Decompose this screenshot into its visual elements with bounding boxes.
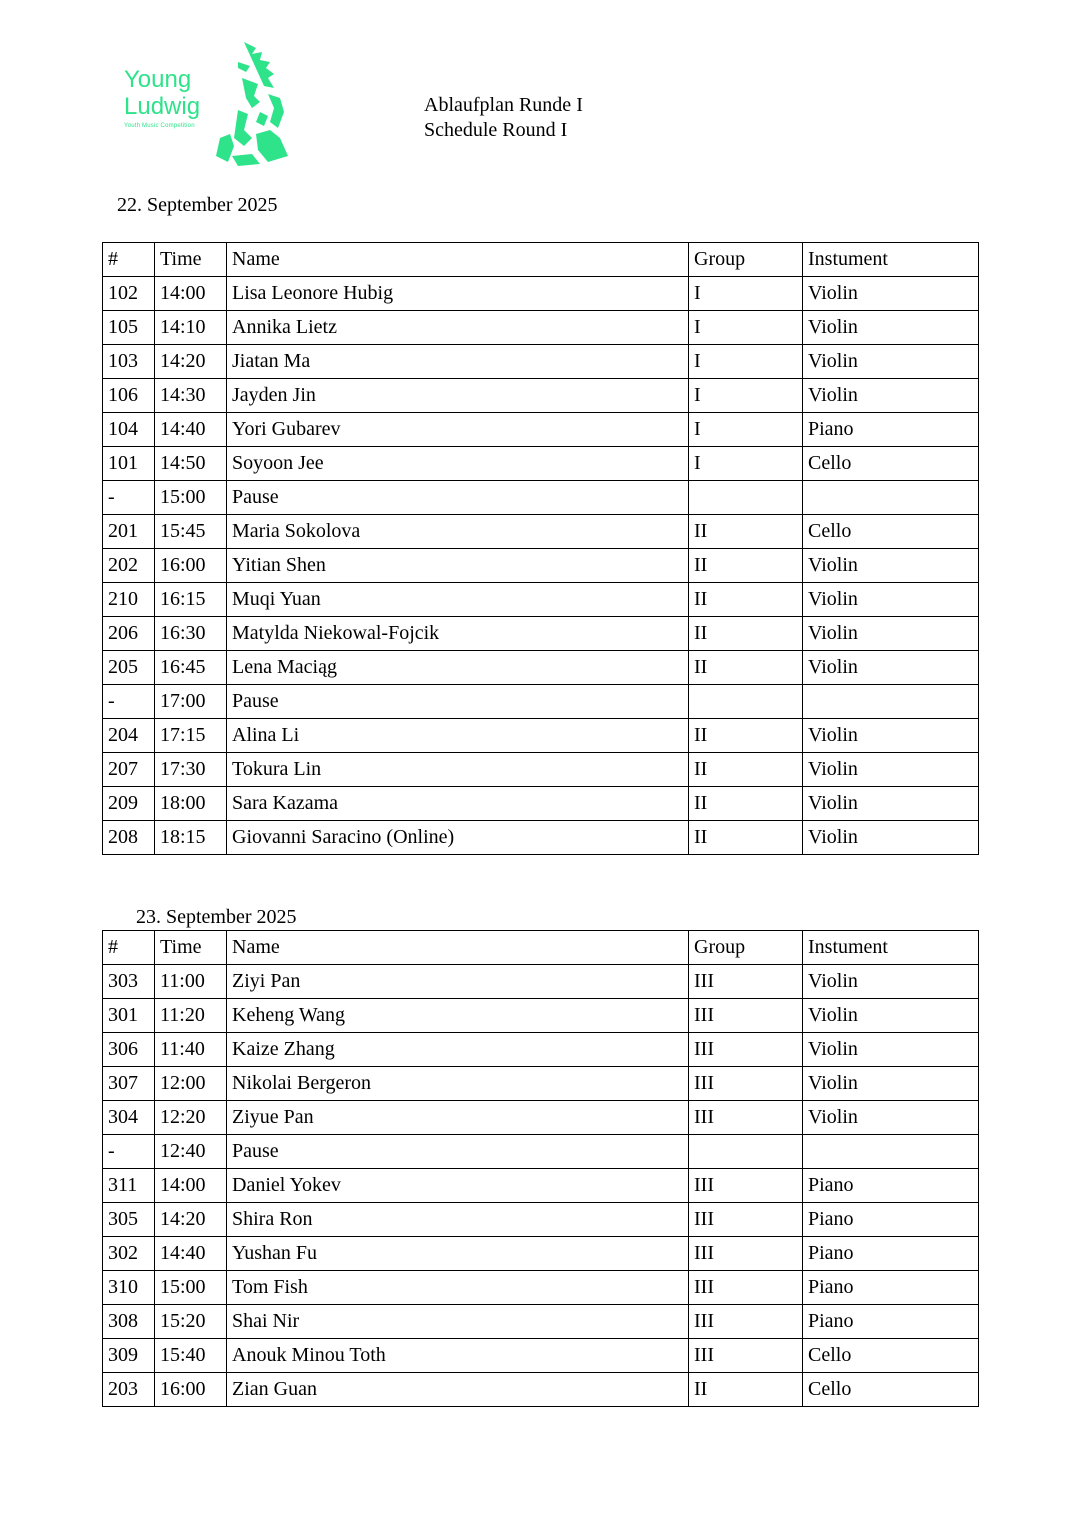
table-row bbox=[103, 515, 979, 549]
header-instrument: Instument bbox=[803, 243, 979, 277]
row-name: Pause bbox=[227, 1135, 689, 1169]
row-group: III bbox=[689, 1305, 803, 1339]
row-time: 15:00 bbox=[155, 1271, 227, 1305]
row-number: 104 bbox=[103, 413, 155, 447]
header-instrument: Instument bbox=[803, 931, 979, 965]
row-instrument: Violin bbox=[803, 345, 979, 379]
row-time: 18:15 bbox=[155, 821, 227, 855]
row-instrument: Piano bbox=[803, 1203, 979, 1237]
row-number: 305 bbox=[103, 1203, 155, 1237]
row-instrument: Cello bbox=[803, 1339, 979, 1373]
table-row bbox=[103, 1101, 979, 1135]
row-instrument: Violin bbox=[803, 965, 979, 999]
row-instrument: Piano bbox=[803, 1237, 979, 1271]
row-time: 14:40 bbox=[155, 413, 227, 447]
row-time: 12:00 bbox=[155, 1067, 227, 1101]
table-row bbox=[103, 1237, 979, 1271]
row-instrument: Violin bbox=[803, 787, 979, 821]
row-instrument: Violin bbox=[803, 617, 979, 651]
row-number: 105 bbox=[103, 311, 155, 345]
row-instrument: Violin bbox=[803, 277, 979, 311]
beethoven-portrait-icon bbox=[208, 38, 298, 168]
row-number: 202 bbox=[103, 549, 155, 583]
logo-young: Young bbox=[124, 66, 192, 93]
row-time: 15:00 bbox=[155, 481, 227, 515]
row-instrument: Piano bbox=[803, 1169, 979, 1203]
header-name: Name bbox=[227, 243, 689, 277]
table-row bbox=[103, 1033, 979, 1067]
row-name: Jayden Jin bbox=[227, 379, 689, 413]
table-row bbox=[103, 1203, 979, 1237]
row-time: 11:20 bbox=[155, 999, 227, 1033]
row-instrument: Violin bbox=[803, 1067, 979, 1101]
table-row bbox=[103, 999, 979, 1033]
row-group: III bbox=[689, 1203, 803, 1237]
row-instrument: Cello bbox=[803, 447, 979, 481]
row-number: 210 bbox=[103, 583, 155, 617]
table-row bbox=[103, 1169, 979, 1203]
header-number: # bbox=[103, 243, 155, 277]
table-row bbox=[103, 1271, 979, 1305]
row-group: II bbox=[689, 583, 803, 617]
row-instrument: Violin bbox=[803, 719, 979, 753]
row-name: Pause bbox=[227, 481, 689, 515]
row-name: Pause bbox=[227, 685, 689, 719]
row-number: 204 bbox=[103, 719, 155, 753]
row-time: 16:45 bbox=[155, 651, 227, 685]
table-row bbox=[103, 1067, 979, 1101]
row-group: I bbox=[689, 447, 803, 481]
row-instrument bbox=[803, 685, 979, 719]
row-number: - bbox=[103, 1135, 155, 1169]
row-name: Muqi Yuan bbox=[227, 583, 689, 617]
row-name: Annika Lietz bbox=[227, 311, 689, 345]
row-instrument: Violin bbox=[803, 821, 979, 855]
row-time: 14:30 bbox=[155, 379, 227, 413]
row-number: 201 bbox=[103, 515, 155, 549]
header-name: Name bbox=[227, 931, 689, 965]
row-number: 301 bbox=[103, 999, 155, 1033]
row-number: 106 bbox=[103, 379, 155, 413]
row-group bbox=[689, 1135, 803, 1169]
header-time: Time bbox=[155, 243, 227, 277]
table-row bbox=[103, 651, 979, 685]
row-group: II bbox=[689, 719, 803, 753]
table-row bbox=[103, 277, 979, 311]
table-row bbox=[103, 719, 979, 753]
row-group: I bbox=[689, 379, 803, 413]
row-time: 14:20 bbox=[155, 345, 227, 379]
row-name: Daniel Yokev bbox=[227, 1169, 689, 1203]
row-group: II bbox=[689, 753, 803, 787]
row-time: 14:40 bbox=[155, 1237, 227, 1271]
row-number: 311 bbox=[103, 1169, 155, 1203]
row-instrument: Violin bbox=[803, 999, 979, 1033]
table-row bbox=[103, 787, 979, 821]
header-number: # bbox=[103, 931, 155, 965]
row-name: Ziyue Pan bbox=[227, 1101, 689, 1135]
row-time: 14:50 bbox=[155, 447, 227, 481]
row-number: 203 bbox=[103, 1373, 155, 1407]
row-number: 307 bbox=[103, 1067, 155, 1101]
row-number: 205 bbox=[103, 651, 155, 685]
header-group: Group bbox=[689, 931, 803, 965]
row-time: 11:00 bbox=[155, 965, 227, 999]
row-number: - bbox=[103, 685, 155, 719]
row-instrument bbox=[803, 1135, 979, 1169]
row-number: 310 bbox=[103, 1271, 155, 1305]
row-name: Nikolai Bergeron bbox=[227, 1067, 689, 1101]
table-row bbox=[103, 447, 979, 481]
schedule-table-day-1 bbox=[102, 242, 979, 855]
row-group: I bbox=[689, 413, 803, 447]
table-row bbox=[103, 1339, 979, 1373]
row-name: Shira Ron bbox=[227, 1203, 689, 1237]
row-time: 16:30 bbox=[155, 617, 227, 651]
row-time: 14:00 bbox=[155, 277, 227, 311]
row-time: 14:00 bbox=[155, 1169, 227, 1203]
row-name: Tom Fish bbox=[227, 1271, 689, 1305]
row-name: Soyoon Jee bbox=[227, 447, 689, 481]
day-2-date: 23. September 2025 bbox=[136, 906, 297, 928]
row-group: III bbox=[689, 1339, 803, 1373]
row-instrument: Piano bbox=[803, 413, 979, 447]
row-instrument: Cello bbox=[803, 515, 979, 549]
table-header-row bbox=[103, 243, 979, 277]
row-time: 12:40 bbox=[155, 1135, 227, 1169]
table-row bbox=[103, 617, 979, 651]
row-instrument: Piano bbox=[803, 1271, 979, 1305]
row-group: III bbox=[689, 1067, 803, 1101]
row-time: 12:20 bbox=[155, 1101, 227, 1135]
row-instrument: Violin bbox=[803, 311, 979, 345]
row-name: Keheng Wang bbox=[227, 999, 689, 1033]
logo bbox=[118, 38, 298, 168]
row-group: II bbox=[689, 617, 803, 651]
table-row bbox=[103, 481, 979, 515]
row-name: Sara Kazama bbox=[227, 787, 689, 821]
row-name: Zian Guan bbox=[227, 1373, 689, 1407]
row-group: III bbox=[689, 1237, 803, 1271]
row-time: 15:45 bbox=[155, 515, 227, 549]
row-group: I bbox=[689, 277, 803, 311]
row-time: 16:00 bbox=[155, 1373, 227, 1407]
day-1-date: 22. September 2025 bbox=[117, 194, 278, 216]
row-number: 207 bbox=[103, 753, 155, 787]
row-number: 302 bbox=[103, 1237, 155, 1271]
row-time: 17:00 bbox=[155, 685, 227, 719]
row-name: Matylda Niekowal-Fojcik bbox=[227, 617, 689, 651]
row-group: II bbox=[689, 515, 803, 549]
row-name: Yitian Shen bbox=[227, 549, 689, 583]
row-name: Lisa Leonore Hubig bbox=[227, 277, 689, 311]
row-time: 16:00 bbox=[155, 549, 227, 583]
row-time: 15:20 bbox=[155, 1305, 227, 1339]
row-name: Kaize Zhang bbox=[227, 1033, 689, 1067]
row-group bbox=[689, 481, 803, 515]
table-row bbox=[103, 753, 979, 787]
row-group: III bbox=[689, 1271, 803, 1305]
table-row bbox=[103, 1135, 979, 1169]
row-group: III bbox=[689, 965, 803, 999]
row-group bbox=[689, 685, 803, 719]
row-number: 309 bbox=[103, 1339, 155, 1373]
row-name: Yushan Fu bbox=[227, 1237, 689, 1271]
row-number: 208 bbox=[103, 821, 155, 855]
row-name: Yori Gubarev bbox=[227, 413, 689, 447]
row-name: Giovanni Saracino (Online) bbox=[227, 821, 689, 855]
row-instrument: Cello bbox=[803, 1373, 979, 1407]
header-time: Time bbox=[155, 931, 227, 965]
row-time: 17:15 bbox=[155, 719, 227, 753]
row-time: 14:20 bbox=[155, 1203, 227, 1237]
logo-text bbox=[124, 66, 200, 130]
row-time: 18:00 bbox=[155, 787, 227, 821]
row-number: 303 bbox=[103, 965, 155, 999]
row-name: Ziyi Pan bbox=[227, 965, 689, 999]
row-group: II bbox=[689, 651, 803, 685]
table-row bbox=[103, 345, 979, 379]
row-group: II bbox=[689, 549, 803, 583]
title-german: Ablaufplan Runde I bbox=[424, 94, 583, 116]
row-instrument: Violin bbox=[803, 651, 979, 685]
row-time: 15:40 bbox=[155, 1339, 227, 1373]
logo-ludwig: Ludwig bbox=[124, 93, 201, 120]
table-row bbox=[103, 965, 979, 999]
table-row bbox=[103, 685, 979, 719]
document-title bbox=[424, 93, 583, 143]
table-row bbox=[103, 1373, 979, 1407]
row-instrument: Violin bbox=[803, 1033, 979, 1067]
row-name: Jiatan Ma bbox=[227, 345, 689, 379]
row-group: III bbox=[689, 999, 803, 1033]
row-group: II bbox=[689, 787, 803, 821]
row-number: 103 bbox=[103, 345, 155, 379]
table-row bbox=[103, 311, 979, 345]
row-number: 101 bbox=[103, 447, 155, 481]
row-instrument: Violin bbox=[803, 1101, 979, 1135]
logo-subtitle: Youth Music Competition bbox=[124, 123, 195, 129]
schedule-table-day-2 bbox=[102, 930, 979, 1407]
row-instrument: Piano bbox=[803, 1305, 979, 1339]
row-number: 209 bbox=[103, 787, 155, 821]
table-row bbox=[103, 413, 979, 447]
row-time: 11:40 bbox=[155, 1033, 227, 1067]
table-row bbox=[103, 1305, 979, 1339]
table-row bbox=[103, 583, 979, 617]
row-group: III bbox=[689, 1101, 803, 1135]
header-group: Group bbox=[689, 243, 803, 277]
row-number: 308 bbox=[103, 1305, 155, 1339]
table-header-row bbox=[103, 931, 979, 965]
row-time: 17:30 bbox=[155, 753, 227, 787]
row-name: Shai Nir bbox=[227, 1305, 689, 1339]
row-number: 306 bbox=[103, 1033, 155, 1067]
row-name: Maria Sokolova bbox=[227, 515, 689, 549]
row-instrument: Violin bbox=[803, 753, 979, 787]
row-group: III bbox=[689, 1033, 803, 1067]
title-english: Schedule Round I bbox=[424, 119, 568, 141]
row-group: I bbox=[689, 311, 803, 345]
row-group: III bbox=[689, 1169, 803, 1203]
row-name: Lena Maciąg bbox=[227, 651, 689, 685]
row-instrument: Violin bbox=[803, 549, 979, 583]
row-name: Tokura Lin bbox=[227, 753, 689, 787]
row-time: 16:15 bbox=[155, 583, 227, 617]
row-instrument: Violin bbox=[803, 583, 979, 617]
row-name: Anouk Minou Toth bbox=[227, 1339, 689, 1373]
row-instrument: Violin bbox=[803, 379, 979, 413]
row-instrument bbox=[803, 481, 979, 515]
row-name: Alina Li bbox=[227, 719, 689, 753]
row-group: II bbox=[689, 1373, 803, 1407]
table-row bbox=[103, 379, 979, 413]
row-time: 14:10 bbox=[155, 311, 227, 345]
row-number: 206 bbox=[103, 617, 155, 651]
row-number: 304 bbox=[103, 1101, 155, 1135]
row-number: 102 bbox=[103, 277, 155, 311]
row-group: I bbox=[689, 345, 803, 379]
row-group: II bbox=[689, 821, 803, 855]
table-row bbox=[103, 821, 979, 855]
table-row bbox=[103, 549, 979, 583]
row-number: - bbox=[103, 481, 155, 515]
